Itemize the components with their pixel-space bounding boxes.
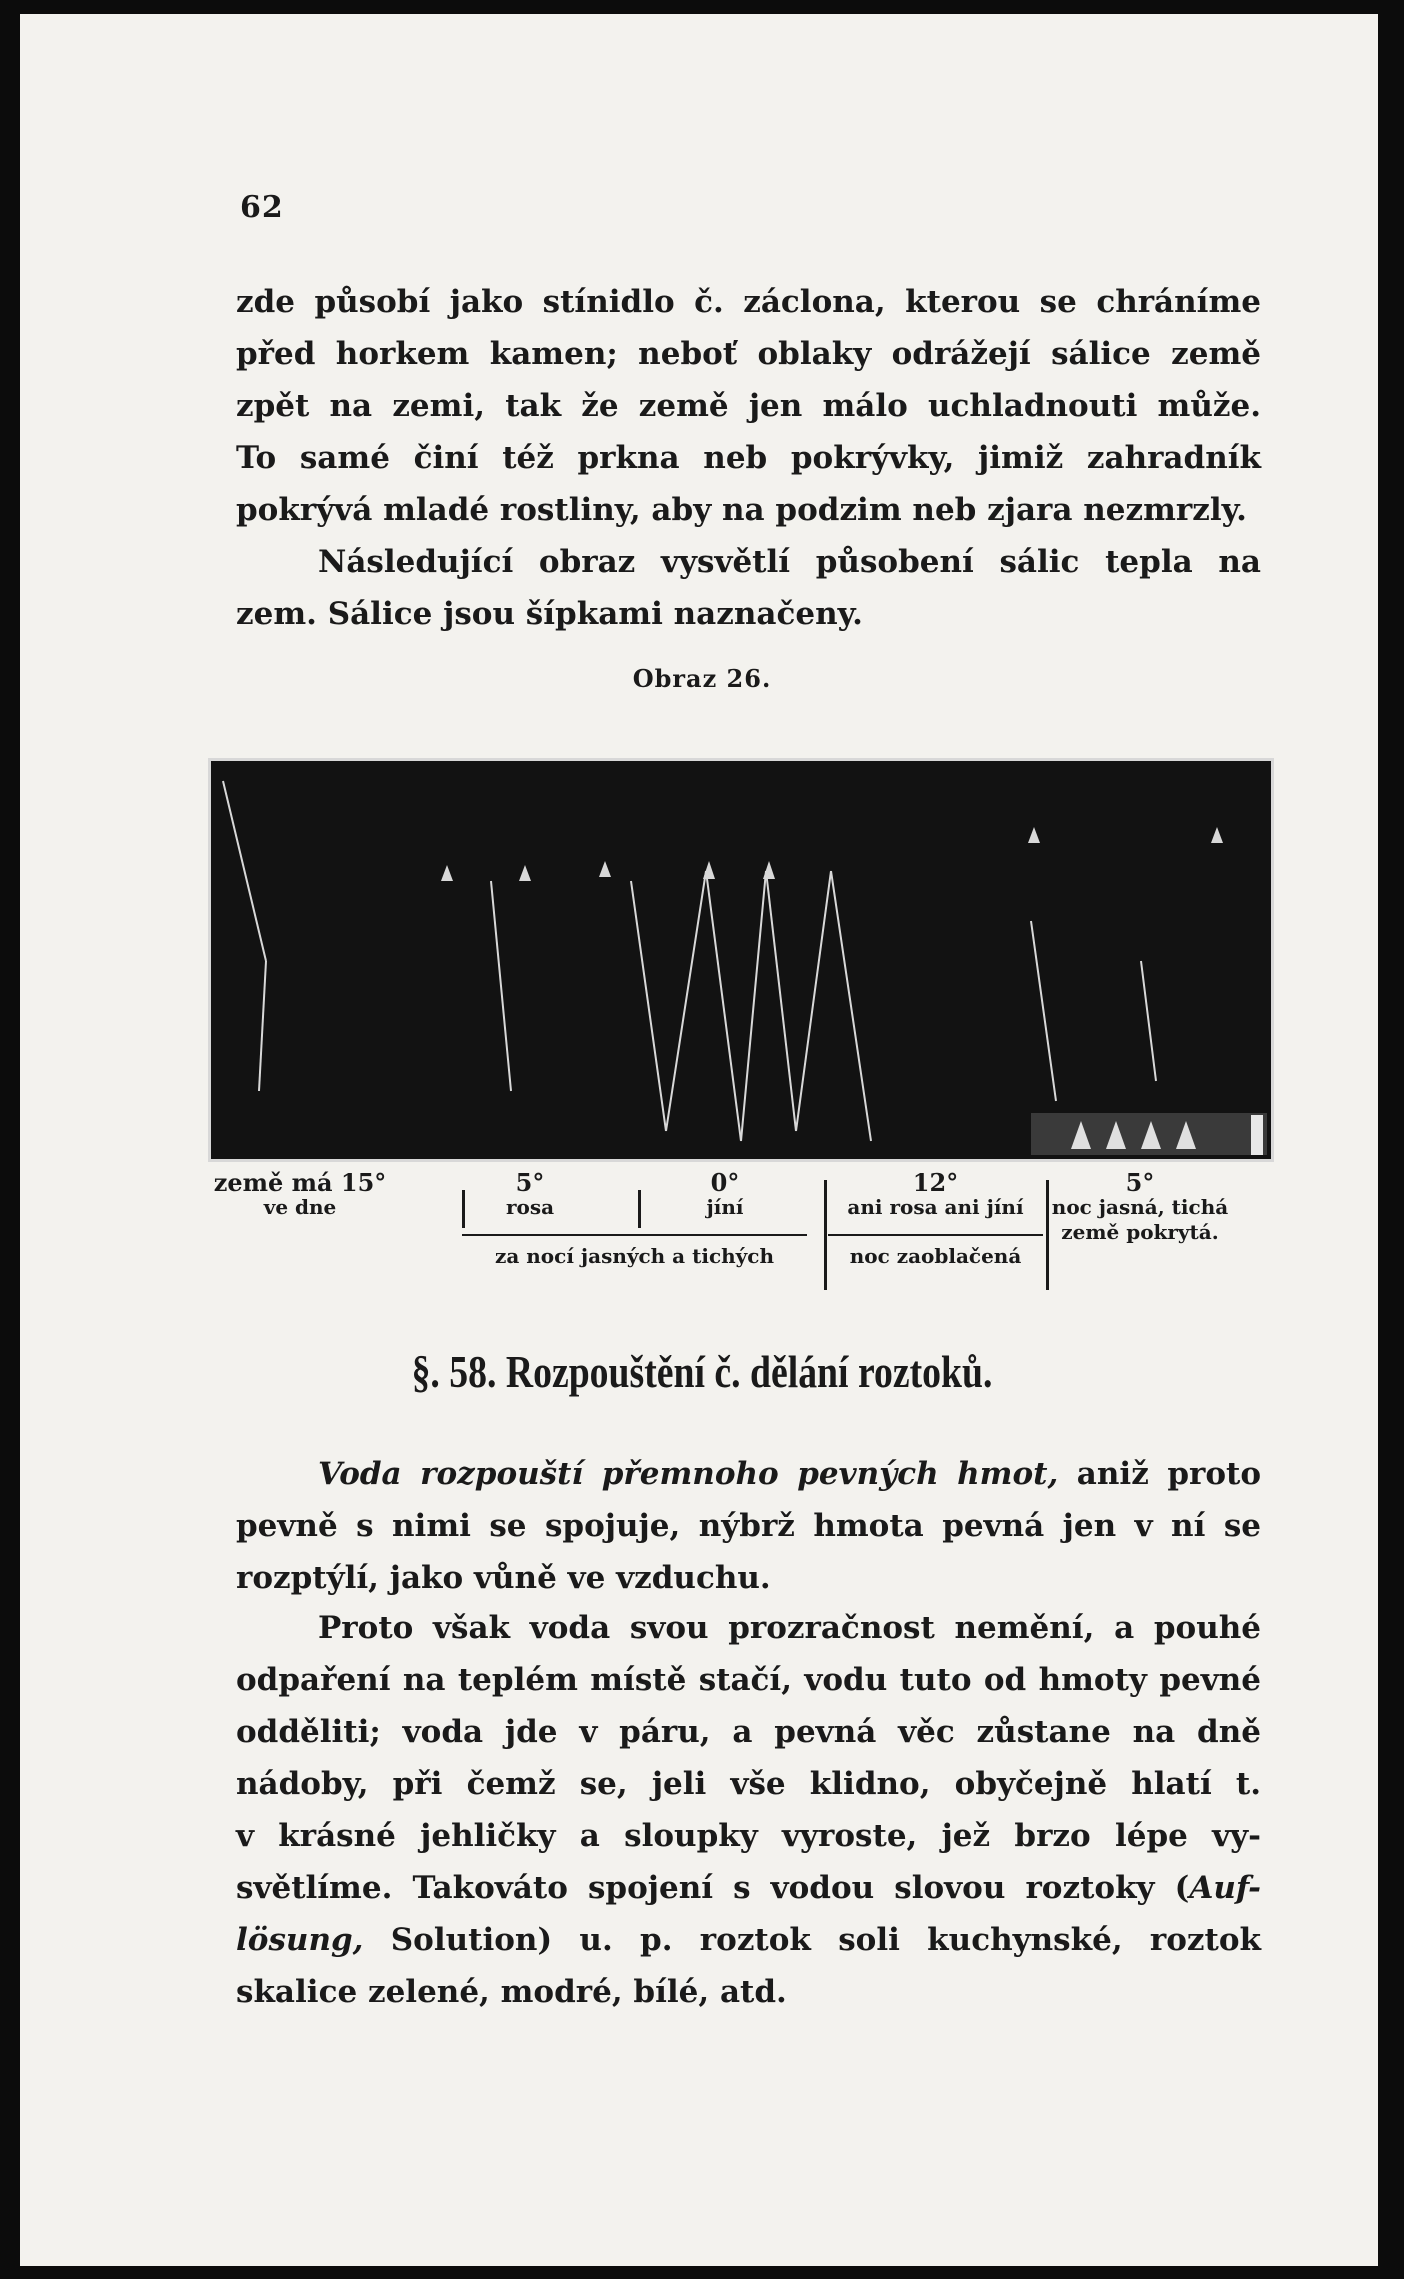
paragraph-2 (236, 536, 1261, 640)
line7-text: Solution) u. p. roztok soli kuchynské, roztok (363, 1922, 1261, 1958)
text-line: Proto však voda svou prozračnost nemění, a pouhé (318, 1610, 1261, 1646)
line6-text: světlíme. Takováto spojení s vodou slovou roztoky ( (236, 1870, 1190, 1906)
text-line: To samé činí též prkna neb pokrývky, jimiž zahradník (236, 440, 1261, 476)
lead-rest: aniž proto (1058, 1456, 1261, 1492)
legend-divider (462, 1190, 465, 1228)
radiation-illustration (211, 761, 1271, 1159)
legend-divider (1046, 1180, 1049, 1290)
text-line: odděliti; voda jde v páru, a pevná věc zůstane na dně (236, 1714, 1261, 1750)
lead-italic: Voda rozpouští přemnoho pevných hmot, (318, 1456, 1059, 1492)
legend-dew-label: rosa (505, 1195, 555, 1219)
text-line: zem. Sálice jsou šípkami naznačeny. (236, 596, 863, 632)
text-line: Následující obraz vysvětlí působení sálic tepla na (318, 544, 1261, 580)
legend-group-clear: za nocí jasných a tichých (494, 1244, 774, 1268)
text-line: nádoby, při čemž se, jeli vše klidno, obyčejně hlatí t. (236, 1766, 1261, 1802)
text-line: zpět na zemi, tak že země jen málo uchladnouti může. (236, 388, 1261, 424)
text-line: zde působí jako stínidlo č. záclona, kterou se chráníme (236, 284, 1261, 320)
legend-group-rule (462, 1234, 807, 1236)
paragraph-3 (236, 1448, 1261, 1604)
paragraph-4 (236, 1602, 1261, 2018)
text-line: v krásné jehličky a sloupky vyroste, jež brzo lépe vy- (236, 1818, 1261, 1854)
legend-dew-value: 5° (515, 1168, 545, 1197)
text-line (236, 1862, 1261, 1914)
legend-day (210, 1170, 390, 1220)
text-line: pokrývá mladé rostliny, aby na podzim neb zjara nezmrzly. (236, 492, 1247, 528)
legend-covered-label-2: země pokrytá. (1061, 1220, 1219, 1244)
text-line: pevně s nimi se spojuje, nýbrž hmota pevná jen v ní se (236, 1508, 1261, 1544)
legend-group-rule (828, 1234, 1043, 1236)
legend-cloudy (828, 1170, 1043, 1220)
line6-gothic: Auf- (1189, 1870, 1261, 1906)
text-line: odpaření na teplém místě stačí, vodu tuto od hmoty pevné (236, 1662, 1261, 1698)
legend-day-label: ve dne (263, 1195, 337, 1219)
text-line: skalice zelené, modré, bílé, atd. (236, 1974, 787, 2010)
legend-group-cloudy: noc zaoblačená (849, 1244, 1022, 1268)
legend-cloudy-value: 12° (912, 1168, 959, 1197)
legend-divider (824, 1180, 827, 1290)
text-line (236, 1914, 1261, 1966)
paragraph-1 (236, 276, 1261, 536)
section-heading: §. 58. Rozpouštění č. dělání roztoků. (411, 1346, 993, 1397)
legend-frost-value: 0° (710, 1168, 740, 1197)
figure-caption: Obraz 26. (632, 664, 772, 693)
legend-frost-label: jíní (706, 1195, 744, 1219)
legend-covered (1050, 1170, 1230, 1245)
legend-covered-label: noc jasná, tichá (1051, 1195, 1229, 1219)
text-line: rozptýlí, jako vůně ve vzduchu. (236, 1560, 771, 1596)
figure-illustration (208, 758, 1274, 1162)
page-number: 62 (240, 190, 284, 225)
legend-cloudy-label: ani rosa ani jíní (847, 1195, 1024, 1219)
legend-divider (638, 1190, 641, 1228)
text-line (236, 1448, 1261, 1500)
text-line: před horkem kamen; neboť oblaky odrážejí sálice země (236, 336, 1261, 372)
legend-covered-value: 5° (1125, 1168, 1155, 1197)
line7-gothic: lösung, (236, 1922, 364, 1958)
legend-day-value: země má 15° (213, 1168, 387, 1197)
legend-frost (650, 1170, 800, 1220)
legend-dew (470, 1170, 590, 1220)
